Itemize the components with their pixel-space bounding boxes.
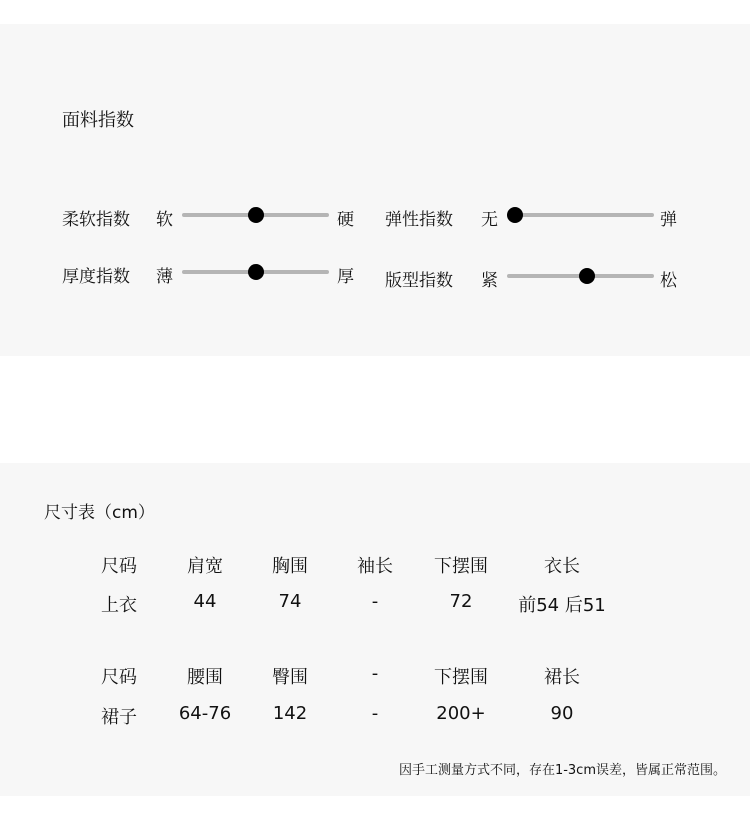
skirt-header-waist: 腰围 [187,667,223,688]
top-header-length: 衣长 [544,556,580,577]
softness-slider [182,213,329,217]
fabric-index-panel [0,24,750,356]
fit-left-label: 紧 [481,271,498,291]
elasticity-index-label: 弹性指数 [385,210,453,230]
softness-slider-knob [248,207,264,223]
thickness-right-label: 厚 [337,267,354,287]
elasticity-slider [507,213,654,217]
fit-right-label: 松 [660,271,677,291]
fit-slider-knob [579,268,595,284]
skirt-row-waist: 64-76 [178,703,232,724]
top-header-size: 尺码 [101,556,137,577]
thickness-left-label: 薄 [156,267,173,287]
skirt-row-hip: 142 [272,703,308,724]
fabric-index-title: 面料指数 [62,110,134,131]
top-row-bust: 74 [278,591,302,612]
top-header-bust: 胸围 [272,556,308,577]
skirt-row-length: 90 [550,703,574,724]
top-row-size: 上衣 [101,595,137,616]
top-row-shoulder: 44 [193,591,217,612]
top-header-hem: 下摆围 [434,556,488,577]
measurement-note: 因手工测量方式不同，存在1-3cm误差，皆属正常范围。 [398,763,726,778]
softness-left-label: 软 [156,210,173,230]
top-row-sleeve: - [371,591,379,612]
fit-slider [507,274,654,278]
top-header-sleeve: 袖长 [357,556,393,577]
skirt-row-hem: 200+ [436,703,486,724]
softness-right-label: 硬 [337,210,354,230]
skirt-header-hip: 臀围 [272,667,308,688]
thickness-slider [182,270,329,274]
skirt-header-length: 裙长 [544,667,580,688]
elasticity-slider-knob [507,207,523,223]
elasticity-right-label: 弹 [660,210,677,230]
skirt-header-hem: 下摆围 [434,667,488,688]
size-chart-title: 尺寸表（cm） [44,503,155,523]
top-row-length: 前54 后51 [518,595,606,616]
thickness-slider-knob [248,264,264,280]
skirt-row-size: 裙子 [101,707,137,728]
skirt-row-blank: - [371,703,379,724]
softness-index-label: 柔软指数 [62,210,130,230]
size-chart-panel [0,463,750,796]
elasticity-left-label: 无 [481,210,498,230]
top-header-shoulder: 肩宽 [187,556,223,577]
skirt-header-size: 尺码 [101,667,137,688]
skirt-header-blank: - [371,663,379,684]
top-row-hem: 72 [449,591,473,612]
thickness-index-label: 厚度指数 [62,267,130,287]
fit-index-label: 版型指数 [385,271,453,291]
